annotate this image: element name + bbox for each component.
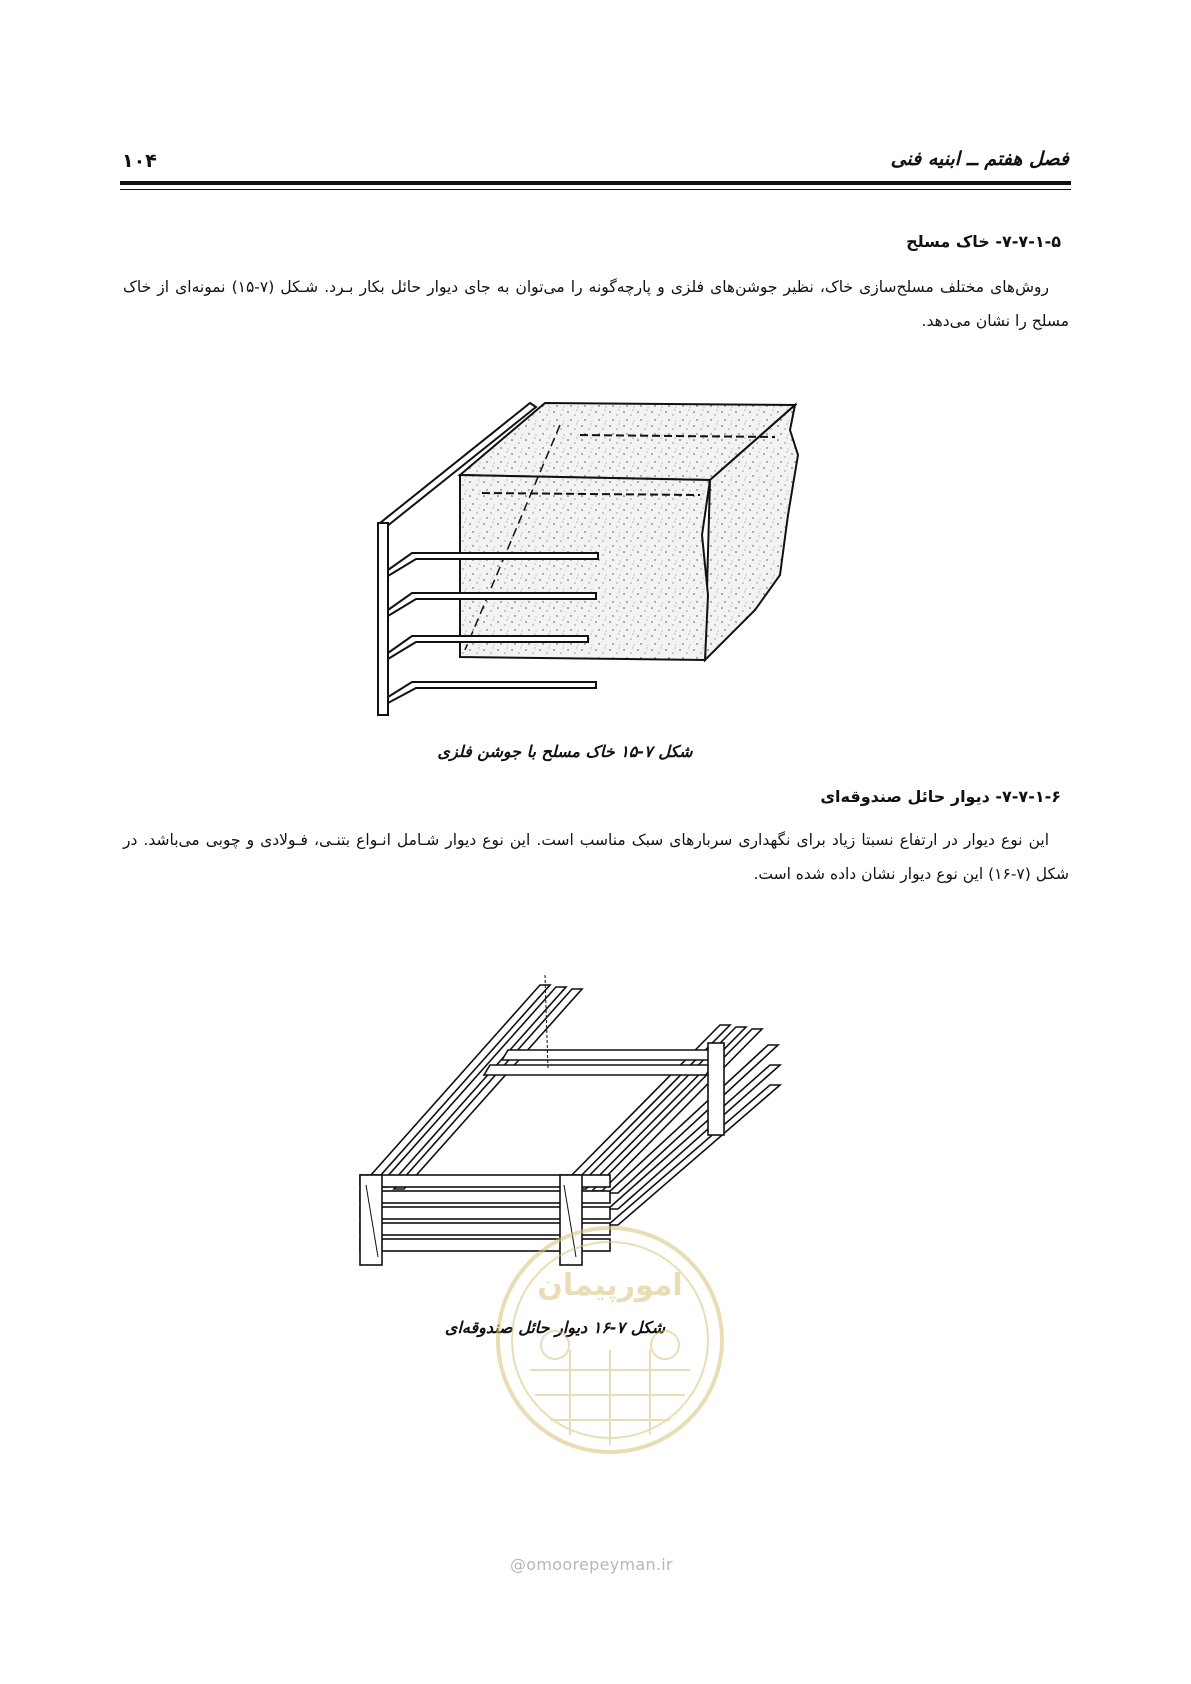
watermark-url: @omoorepeyman.ir	[510, 1555, 673, 1574]
reinforced-soil-drawing	[370, 395, 810, 725]
header-rule	[120, 181, 1071, 185]
svg-text:امورپیمان: امورپیمان	[537, 1268, 683, 1303]
running-title: فصل هفتم ــ ابنیه فنی	[890, 148, 1069, 170]
paragraph-reinforced-soil: روش‌های مختلف مسلح‌سازی خاک، نظیر جوشن‌های فلزی و پارچه‌گونه را می‌توان به جای دیوار حائل بکار بـرد. شـکل (۷-۱۵) نمونه‌ای از خاک مسلح را نشان می‌دهد.	[123, 278, 1069, 330]
figure-caption-reinforced-soil: شکل ۷-۱۵ خاک مسلح با جوشن فلزی	[437, 742, 693, 761]
section-heading-crib-wall: ۷-۷-۱-۶- دیوار حائل صندوقه‌ای	[820, 787, 1061, 806]
section-heading-reinforced-soil: ۷-۷-۱-۵- خاک مسلح	[906, 232, 1061, 251]
block-front-face	[460, 475, 710, 660]
facing-panel	[378, 523, 388, 715]
paragraph-crib-wall: این نوع دیوار در ارتفاع نسبتا زیاد برای نگهداری سربارهای سبک مناسب است. این نوع دیوار شـامل انـواع بتنـی، فـولادی و چوبی می‌باشد. در شکل (۷-۱۶) این نوع دیوار نشان داده شده است.	[123, 831, 1069, 883]
figure-caption-crib-wall: شکل ۷-۱۶ دیوار حائل صندوقه‌ای	[444, 1318, 666, 1337]
header-rule-thin	[120, 189, 1071, 190]
watermark-logo	[490, 1220, 730, 1460]
page-number: ۱۰۴	[122, 150, 157, 172]
figure-reinforced-soil	[370, 395, 810, 725]
